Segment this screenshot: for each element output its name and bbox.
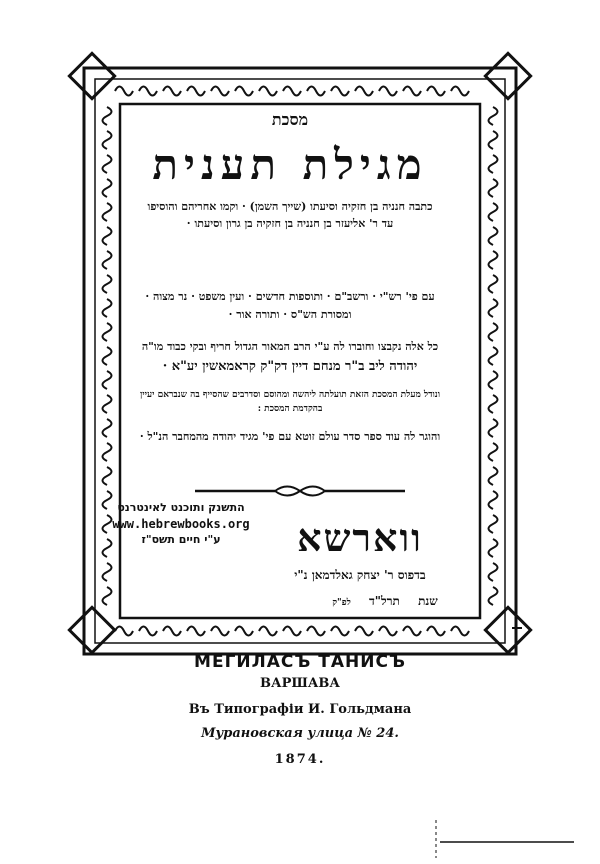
author-line-1: כתבה חנניה בן חזקיה וסיעתו (שייך השמן) · וקמו אחריהם והוסיפו	[147, 200, 433, 213]
author-line-2: עד ר' אליעזר בן חנניה בן חזקיה בן גרון וסיעתו ·	[186, 217, 394, 230]
note-line-1: ונודל מעלת המסכת הזאת תועלתה ליהשה ומהוסם וסדרבים שהסייף בה שנבראם יעיין	[139, 390, 440, 400]
appendix-line: והוגר לה עוד ספר סדר עולם זוטא עם פי' מגיד יהודה מהמחבר הנ"ל ·	[139, 430, 441, 443]
book-title: מגילת תענית	[152, 140, 428, 189]
russian-city: ВАРШАВА	[260, 676, 340, 691]
divider-ornament	[195, 484, 405, 498]
russian-title: МЕГИЛАСЪ ТАНИСЪ	[194, 652, 406, 672]
printer-line: בדפוס ר' יצחק גאלדמאן נ"י	[294, 568, 426, 582]
russian-street: Мурановская улица № 24.	[201, 726, 399, 741]
editor-line-1: כל אלה נקבצו וחוברו לה ע"י הרב המאור הגדול חריף ובקי כבוד מו"ה	[141, 340, 439, 353]
stamp-url: www.hebrewbooks.org	[112, 517, 250, 531]
commentary-line-2: ומסורת הש"ס · ותורה אור ·	[228, 308, 352, 321]
commentary-line-1: עם פי' רש"י · ורשב"ם · ותוספות חדשים · ועין משפט · נר מצוה ·	[145, 290, 435, 303]
masechet-label: מסכת	[271, 110, 309, 129]
year-suffix: לפ"ק	[332, 598, 351, 608]
digitization-stamp	[92, 500, 270, 548]
year-prefix: שנת	[418, 594, 438, 608]
city-name: ווארשא	[297, 515, 423, 560]
stamp-line-1: התשנק ותוכנט לאינטרנט	[117, 501, 245, 514]
russian-printer: Въ Типографіи И. Гольдмана	[188, 702, 412, 717]
note-line-2: בהקדמת המסכת :	[257, 404, 323, 414]
stamp-line-3: ע"י חיים תשס"ז	[141, 533, 221, 546]
editor-line-2: יהודה ליב ב"ר מנחם דיין דק"ק קראמאשין יע"א ·	[162, 359, 418, 374]
year-hebrew: תרל"ד	[369, 594, 400, 608]
year-line	[320, 594, 450, 610]
russian-year: 1874.	[274, 752, 326, 767]
